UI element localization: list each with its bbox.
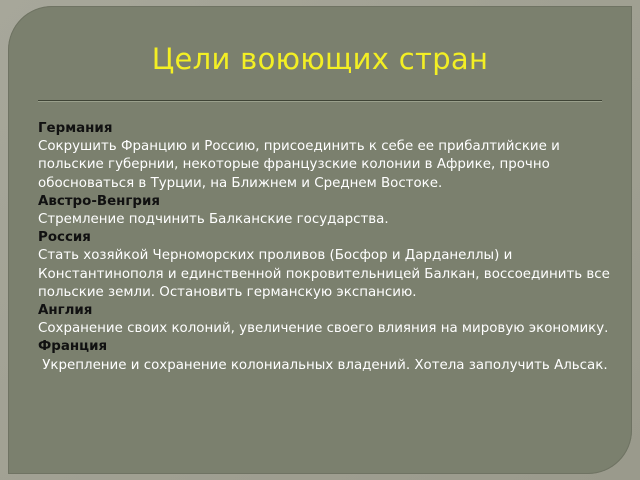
country-goal-england: Сохранение своих колоний, увеличение своего влияния на мировую экономику. bbox=[38, 321, 609, 337]
title-divider bbox=[38, 100, 602, 102]
country-heading-austria-hungary: Австро-Венгрия bbox=[38, 193, 160, 209]
country-goal-france: Укрепление и сохранение колониальных владений. Хотела заполучить Альсак. bbox=[38, 357, 608, 373]
country-goal-russia: Стать хозяйкой Черноморских проливов (Босфор и Дарданеллы) и Константинополя и единственной покровительницей Балкан, воссоединить все польские земли. Остановить германскую экспансию. bbox=[38, 248, 610, 300]
slide-title: Цели воюющих стран bbox=[151, 42, 489, 76]
country-goal-germany: Сокрушить Францию и Россию, присоединить к себе ее прибалтийские и польские губернии, некоторые французские колонии в Африке, прочно обосноваться в Турции, на Ближнем и Среднем Востоке. bbox=[38, 139, 560, 191]
country-goal-austria-hungary: Стремление подчинить Балканские государства. bbox=[38, 212, 389, 228]
country-heading-germany: Германия bbox=[38, 121, 113, 136]
country-heading-england: Англия bbox=[38, 303, 93, 319]
slide-body bbox=[38, 120, 610, 375]
country-heading-france: Франция bbox=[38, 339, 108, 355]
country-heading-russia: Россия bbox=[38, 230, 91, 246]
